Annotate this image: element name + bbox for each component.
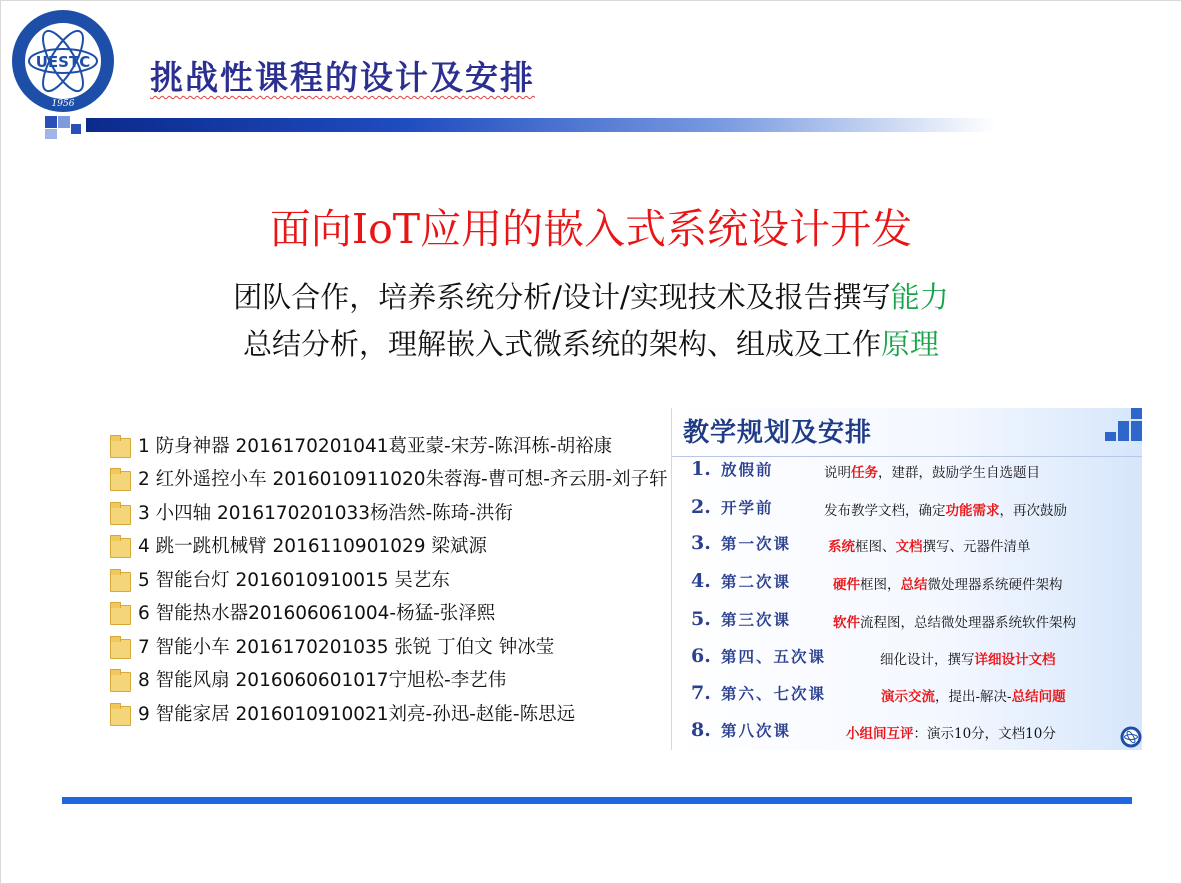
plan-row-keyword: 功能需求 <box>945 503 1000 519</box>
plan-row-label: 第一次课 <box>721 534 792 553</box>
plan-row-keyword: 硬件 <box>833 577 860 593</box>
plan-row-keyword: 总结 <box>900 577 928 593</box>
plan-row <box>691 715 791 745</box>
folder-name: 2 红外遥控小车 2016010911020朱蓉海-曹可想-齐云朋-刘子轩 <box>138 469 668 491</box>
folder-icon <box>110 668 130 690</box>
plan-row-description <box>828 535 1031 555</box>
plan-row-description <box>824 499 1067 519</box>
plan-row-text: ，建群，鼓励学生自选题目 <box>878 465 1040 481</box>
panel-deco-square <box>1131 421 1142 432</box>
plan-row-text: 微处理器系统硬件架构 <box>927 577 1063 593</box>
plan-row-description <box>881 685 1066 705</box>
plan-row-keyword: 文档 <box>895 539 923 555</box>
plan-row-text: 框图， <box>860 577 901 593</box>
plan-row-text: 框图、 <box>855 539 896 555</box>
folder-icon <box>110 635 130 657</box>
plan-row-number: 1. <box>691 458 711 480</box>
folder-icon <box>110 501 130 523</box>
logo-text: UESTC <box>35 53 91 71</box>
list-item[interactable] <box>110 696 650 730</box>
plan-row-number: 8. <box>691 719 711 741</box>
plan-row-label: 第二次课 <box>721 572 792 591</box>
plan-row <box>691 454 774 484</box>
university-logo <box>10 8 116 114</box>
folder-icon <box>110 434 130 456</box>
folder-name: 3 小四轴 2016170201033杨浩然-陈琦-洪衔 <box>138 502 513 524</box>
folder-icon <box>110 467 130 489</box>
plan-row-number: 4. <box>691 570 711 592</box>
headline: 面向IoT应用的嵌入式系统设计开发 <box>269 205 913 253</box>
plan-row <box>691 492 774 522</box>
plan-row-label: 放假前 <box>721 460 774 479</box>
plan-row-text: ，提出-解决- <box>935 689 1012 705</box>
plan-row-label: 第三次课 <box>721 610 792 629</box>
plan-row-label: 开学前 <box>721 498 774 517</box>
plan-row-keyword: 总结问题 <box>1011 689 1066 705</box>
plan-row <box>691 528 791 558</box>
title-underline-bar <box>86 118 996 132</box>
folder-name: 9 智能家居 2016010910021刘亮-孙迅-赵能-陈思远 <box>138 703 576 725</box>
plan-row-keyword: 演示交流 <box>881 689 935 705</box>
plan-row-number: 7. <box>691 682 711 704</box>
teaching-plan-panel <box>671 408 1142 750</box>
plan-row-keyword: 系统 <box>828 539 855 555</box>
list-item[interactable] <box>110 495 650 529</box>
plan-row-text: 说明 <box>824 465 851 481</box>
folder-icon <box>110 702 130 724</box>
panel-deco-square <box>1105 432 1116 441</box>
plan-row-number: 3. <box>691 532 711 554</box>
plan-row-description <box>833 611 1076 631</box>
title-deco-square <box>45 116 57 128</box>
panel-deco-square <box>1118 421 1129 432</box>
list-item[interactable] <box>110 663 650 697</box>
goal-line-2 <box>0 322 1182 363</box>
bottom-rule <box>62 797 1132 804</box>
plan-row-number: 6. <box>691 645 711 667</box>
title-deco-square <box>71 124 81 134</box>
folder-name: 5 智能台灯 2016010910015 吴艺东 <box>138 569 450 591</box>
logo-year: 1956 <box>51 99 75 109</box>
plan-row-keyword: 软件 <box>833 615 860 631</box>
plan-row-keyword: 小组间互评 <box>846 726 914 742</box>
folder-name: 4 跳一跳机械臂 2016110901029 梁斌源 <box>138 536 487 558</box>
plan-row-label: 第八次课 <box>721 721 792 740</box>
plan-row-description <box>824 461 1040 481</box>
plan-row-number: 5. <box>691 608 711 630</box>
goal-line-2-text: 总结分析，理解嵌入式微系统的架构、组成及工作 <box>242 327 881 361</box>
folder-name: 8 智能风扇 2016060601017宁旭松-李艺伟 <box>138 670 507 692</box>
plan-row-text: 发布教学文档，确定 <box>824 503 946 519</box>
folder-name: 1 防身神器 2016170201041葛亚蒙-宋芳-陈洱栋-胡裕康 <box>138 435 613 457</box>
plan-row-keyword: 详细设计文档 <box>974 652 1056 668</box>
list-item[interactable] <box>110 462 668 496</box>
list-item[interactable] <box>110 629 650 663</box>
plan-row-description <box>880 648 1056 668</box>
plan-row <box>691 641 826 671</box>
goal-line-2-highlight: 原理 <box>881 327 940 361</box>
title-deco-square <box>45 129 57 139</box>
plan-row-label: 第四、五次课 <box>721 647 827 666</box>
panel-deco-square <box>1131 432 1142 441</box>
plan-row-text: ，再次鼓励 <box>999 503 1067 519</box>
plan-row-keyword: 任务 <box>851 465 878 481</box>
slide-title: 挑战性课程的设计及安排 <box>150 58 535 97</box>
plan-row-text: 细化设计，撰写 <box>880 652 975 668</box>
folder-name: 6 智能热水器201606061004-杨猛-张泽熙 <box>138 603 496 625</box>
plan-row-text: 撰写、元器件清单 <box>922 539 1031 555</box>
list-item[interactable] <box>110 562 650 596</box>
plan-row <box>691 604 791 634</box>
title-deco-square <box>58 116 70 128</box>
panel-deco-square <box>1118 432 1129 441</box>
university-logo-small <box>1120 726 1142 748</box>
project-folder-list <box>110 428 668 730</box>
panel-title: 教学规划及安排 <box>683 418 873 448</box>
plan-row <box>691 566 791 596</box>
plan-row-description <box>846 722 1056 742</box>
goal-line-1-highlight: 能力 <box>890 280 949 314</box>
folder-icon <box>110 601 130 623</box>
list-item[interactable] <box>110 596 650 630</box>
list-item[interactable] <box>110 529 650 563</box>
folder-name: 7 智能小车 2016170201035 张锐 丁伯文 钟冰莹 <box>138 636 555 658</box>
folder-icon <box>110 568 130 590</box>
plan-row-text: 流程图，总结微处理器系统软件架构 <box>860 615 1076 631</box>
plan-row <box>691 678 826 708</box>
plan-row-text: ：演示10分，文档10分 <box>913 726 1056 742</box>
plan-row-description <box>833 573 1063 593</box>
folder-icon <box>110 534 130 556</box>
panel-deco-square <box>1131 408 1142 419</box>
plan-row-number: 2. <box>691 496 711 518</box>
goal-line-1 <box>0 275 1182 316</box>
list-item[interactable] <box>110 428 650 462</box>
plan-row-label: 第六、七次课 <box>721 684 827 703</box>
goal-line-1-text: 团队合作，培养系统分析/设计/实现技术及报告撰写 <box>233 280 891 314</box>
